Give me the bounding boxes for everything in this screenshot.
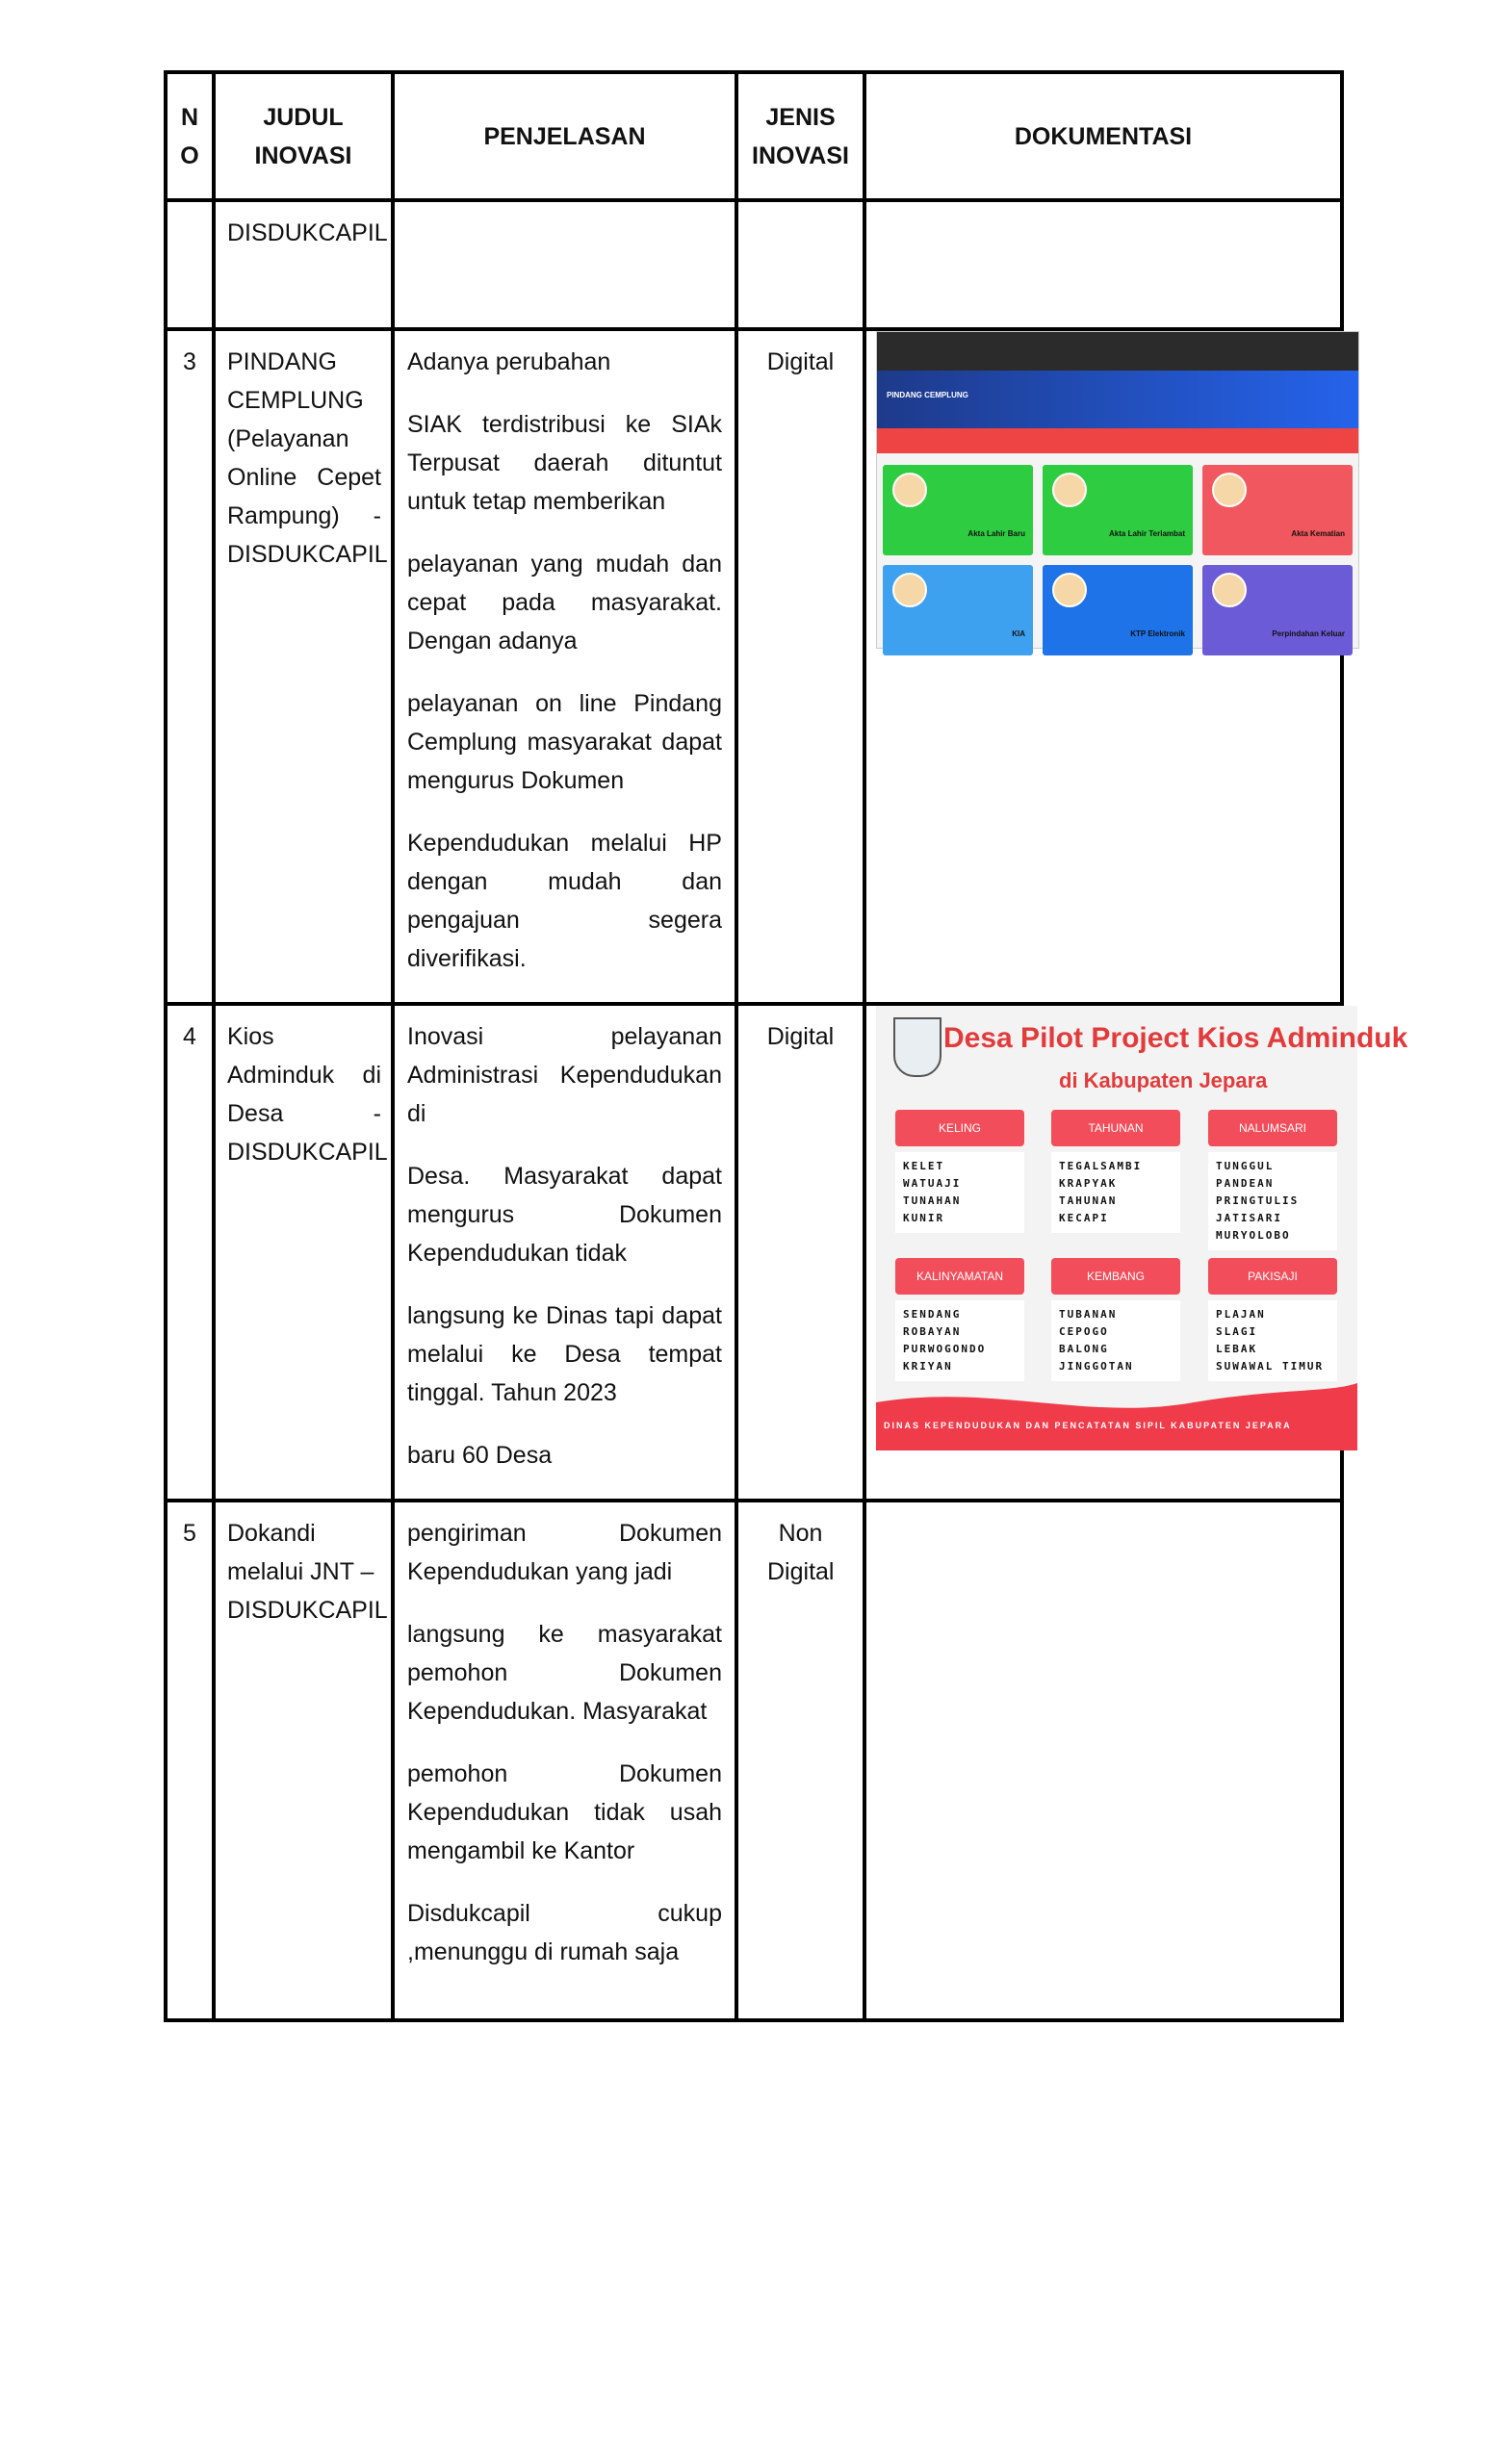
judul-line: Dokandi [227, 1520, 316, 1547]
paragraph: langsung ke masyarakat pemohon Dokumen Kependudukan. Masyarakat [407, 1621, 722, 1725]
poster-subtitle: di Kabupaten Jepara [1059, 1068, 1268, 1092]
paragraph: baru 60 Desa [407, 1442, 553, 1469]
desa-list: TUNGGUL PANDEAN PRINGTULIS JATISARI MURYOLOBO [1208, 1152, 1337, 1250]
cell-no: 5 [166, 1501, 214, 2020]
judul-line: melalui JNT – [227, 1558, 374, 1585]
judul-line: Desa - [227, 1100, 381, 1127]
tile-label: Akta Lahir Terlambat [1109, 529, 1185, 538]
desa-list: KELET WATUAJI TUNAHAN KUNIR [895, 1152, 1024, 1233]
table-row-4 [166, 1004, 1342, 1501]
judul-line: DISDUKCAPIL [227, 1139, 388, 1166]
cell-judul [214, 1004, 393, 1501]
judul-line: Kios [227, 1023, 274, 1050]
cell-dokumentasi [864, 1004, 1408, 1501]
judul-line: DISDUKCAPIL [227, 541, 388, 568]
kecamatan-name: KEMBANG [1051, 1258, 1180, 1295]
kecamatan-name: KELING [895, 1110, 1024, 1146]
paragraph: Adanya perubahan [407, 348, 611, 375]
pindang-cemplung-screenshot [876, 331, 1359, 649]
kecamatan-name: TAHUNAN [1051, 1110, 1180, 1146]
innovation-table [164, 70, 1408, 2022]
paragraph: pelayanan on line Pindang Cemplung masyarakat dapat mengurus Dokumen [407, 690, 722, 794]
judul-line: Adminduk di [227, 1062, 381, 1089]
service-tile [883, 565, 1033, 655]
paragraph: Inovasi pelayanan Administrasi Kependudukan di [407, 1023, 722, 1127]
judul-line: CEMPLUNG [227, 387, 364, 414]
service-tile [1202, 465, 1353, 555]
tile-icon [892, 573, 927, 607]
service-tile [1043, 565, 1193, 655]
cell-judul [214, 329, 393, 1004]
cell-dokumentasi [864, 329, 1345, 1004]
tile-icon [1212, 473, 1247, 507]
kios-adminduk-poster [876, 1006, 1408, 1450]
cell-penjelasan [393, 1004, 736, 1501]
cell-penjelasan [393, 1501, 736, 2020]
paragraph: pelayanan yang mudah dan cepat pada masyarakat. Dengan adanya [407, 551, 722, 654]
tile-icon [1052, 573, 1087, 607]
judul-line: DISDUKCAPIL [227, 1597, 388, 1624]
paragraph: pengiriman Dokumen Kependudukan yang jadi [407, 1520, 722, 1585]
judul-line: Online Cepet [227, 464, 381, 491]
table-row-5 [166, 1501, 1342, 2020]
paragraph: SIAK terdistribusi ke SIAk Terpusat daerah dituntut untuk tetap memberikan [407, 411, 722, 515]
table-row [166, 200, 1342, 329]
service-tile [883, 465, 1033, 555]
header-dokumentasi: DOKUMENTASI [864, 72, 1342, 200]
header-judul: JUDUL INOVASI [214, 72, 393, 200]
tile-label: Akta Lahir Baru [967, 529, 1025, 538]
paragraph: Disdukcapil cukup ,menunggu di rumah saja [407, 1900, 722, 1965]
kecamatan-block [1208, 1258, 1337, 1381]
kecamatan-block [1051, 1258, 1180, 1381]
poster-footer: DINAS KEPENDUDUKAN DAN PENCATATAN SIPIL KABUPATEN JEPARA [884, 1421, 1292, 1430]
desa-list: TUBANAN CEPOGO BALONG JINGGOTAN [1051, 1300, 1180, 1381]
paragraph: Desa. Masyarakat dapat mengurus Dokumen Kependudukan tidak [407, 1163, 722, 1267]
desa-list: TEGALSAMBI KRAPYAK TAHUNAN KECAPI [1051, 1152, 1180, 1233]
table-row-3 [166, 329, 1342, 1004]
judul-line: PINDANG [227, 348, 337, 375]
cell-jenis [736, 200, 864, 329]
tile-label: KTP Elektronik [1130, 629, 1185, 638]
cell-jenis: Non Digital [736, 1501, 864, 2020]
cell-penjelasan [393, 329, 736, 1004]
paragraph: pemohon Dokumen Kependudukan tidak usah mengambil ke Kantor [407, 1760, 722, 1864]
service-tiles [877, 453, 1358, 667]
cell-jenis: Digital [736, 1004, 864, 1501]
header-penjelasan: PENJELASAN [393, 72, 736, 200]
site-header [877, 371, 1358, 428]
cell-penjelasan [393, 200, 736, 329]
header-jenis: JENIS INOVASI [736, 72, 864, 200]
tile-icon [892, 473, 927, 507]
cell-judul: DISDUKCAPIL [214, 200, 393, 329]
judul-line: Rampung) - [227, 502, 381, 529]
tile-label: KIA [1012, 629, 1025, 638]
tile-label: Akta Kematian [1291, 529, 1345, 538]
kecamatan-block [1051, 1110, 1180, 1233]
paragraph: Kependudukan melalui HP dengan mudah dan pengajuan segera diverifikasi. [407, 830, 722, 972]
cell-dokumentasi [864, 200, 1342, 329]
desa-list: PLAJAN SLAGI LEBAK SUWAWAL TIMUR [1208, 1300, 1337, 1381]
cell-no: 3 [166, 329, 214, 1004]
cell-judul [214, 1501, 393, 2020]
header-no: N O [166, 72, 214, 200]
poster-title: Desa Pilot Project Kios Adminduk [943, 1022, 1408, 1054]
desa-list: SENDANG ROBAYAN PURWOGONDO KRIYAN [895, 1300, 1024, 1381]
tile-icon [1212, 573, 1247, 607]
cell-jenis: Digital [736, 329, 864, 1004]
cell-no: 4 [166, 1004, 214, 1501]
site-title: PINDANG CEMPLUNG [887, 391, 968, 399]
browser-bar [877, 332, 1358, 371]
jepara-logo-icon [893, 1017, 941, 1077]
kecamatan-block [895, 1110, 1024, 1233]
site-nav [877, 428, 1358, 453]
kecamatan-name: NALUMSARI [1208, 1110, 1337, 1146]
cell-dokumentasi [864, 1501, 1342, 2020]
tile-label: Perpindahan Keluar [1272, 629, 1345, 638]
service-tile [1043, 465, 1193, 555]
kecamatan-name: PAKISAJI [1208, 1258, 1337, 1295]
judul-line: (Pelayanan [227, 425, 349, 452]
kecamatan-block [895, 1258, 1024, 1381]
service-tile [1202, 565, 1353, 655]
tile-icon [1052, 473, 1087, 507]
kecamatan-block [1208, 1110, 1337, 1250]
header-row [166, 72, 1342, 200]
paragraph: langsung ke Dinas tapi dapat melalui ke Desa tempat tinggal. Tahun 2023 [407, 1302, 722, 1406]
cell-no [166, 200, 214, 329]
kecamatan-name: KALINYAMATAN [895, 1258, 1024, 1295]
